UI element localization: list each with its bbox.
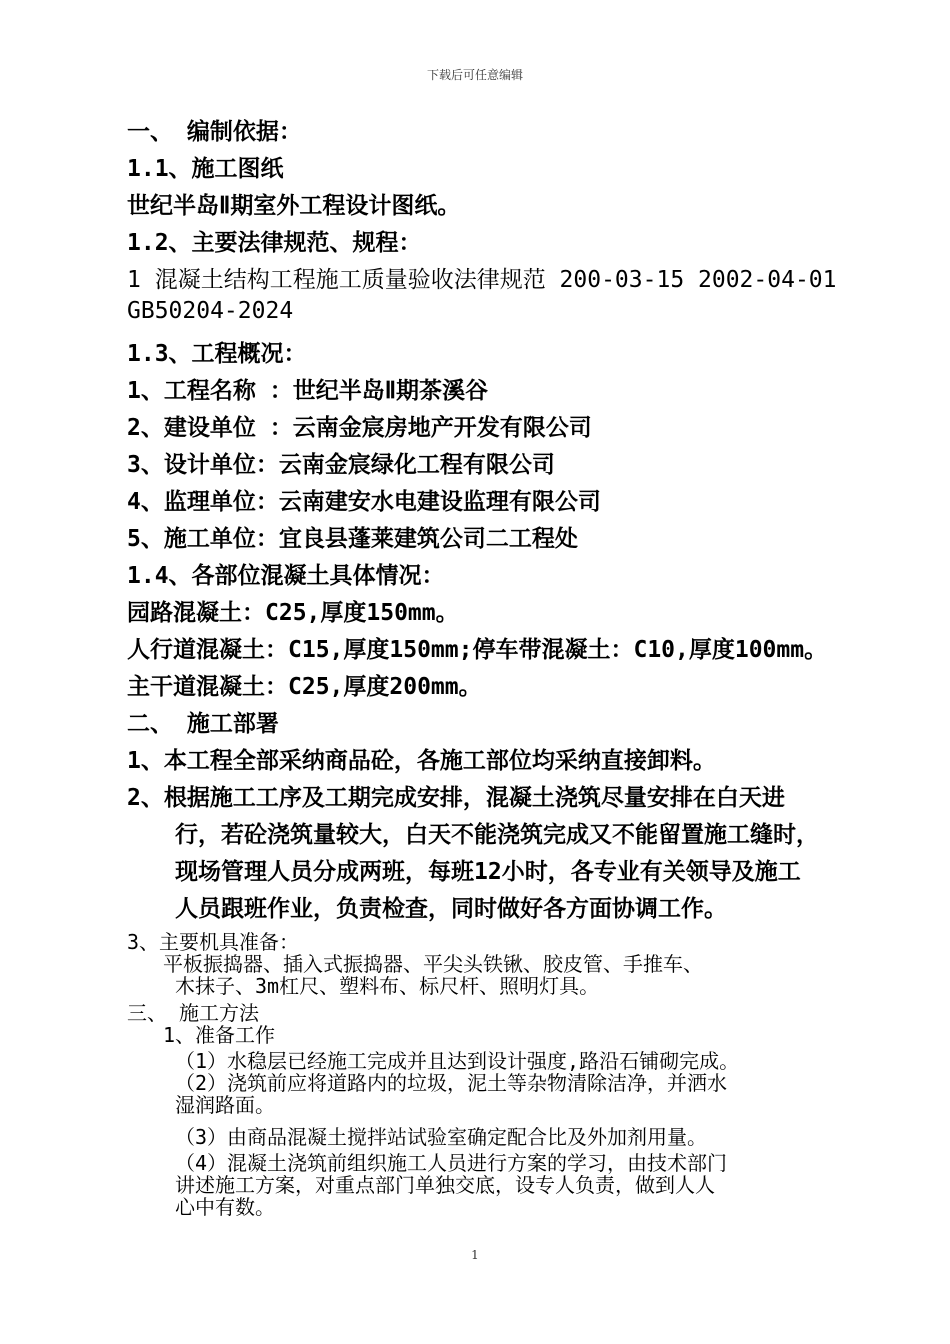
paragraph-line: 主干道混凝土：C25,厚度200mm。 <box>127 674 482 700</box>
paragraph-line: 园路混凝土：C25,厚度150mm。 <box>127 600 459 626</box>
list-item: 3、主要机具准备： <box>127 930 300 954</box>
list-item: 2、根据施工工序及工期完成安排，混凝土浇筑尽量安排在白天进 <box>127 785 785 811</box>
subsection-heading: 1.4、各部位混凝土具体情况： <box>127 563 445 589</box>
section-heading: 二、 施工部署 <box>127 711 279 737</box>
paragraph-line: GB50204-2024 <box>127 298 294 324</box>
list-item: 1、工程名称 ：世纪半岛Ⅱ期茶溪谷 <box>127 378 489 404</box>
list-item: （4）混凝土浇筑前组织施工人员进行方案的学习，由技术部门 <box>175 1151 728 1175</box>
subsection-heading: 1.1、施工图纸 <box>127 156 284 182</box>
list-item: 3、设计单位：云南金宸绿化工程有限公司 <box>127 452 555 478</box>
list-item: （1）水稳层已经施工完成并且达到设计强度,路沿石铺砌完成。 <box>175 1049 740 1073</box>
paragraph-line: 心中有数。 <box>175 1195 275 1219</box>
paragraph-line: 行，若砼浇筑量较大，白天不能浇筑完成又不能留置施工缝时， <box>175 822 819 848</box>
subsection-heading: 1、准备工作 <box>163 1023 276 1047</box>
list-item: 2、建设单位 ：云南金宸房地产开发有限公司 <box>127 415 592 441</box>
page-header: 下载后可任意编辑 <box>426 68 523 82</box>
paragraph-line: 讲述施工方案，对重点部门单独交底，设专人负责，做到人人 <box>175 1173 715 1197</box>
subsection-heading: 1.2、主要法律规范、规程： <box>127 230 422 256</box>
paragraph-line: 世纪半岛Ⅱ期室外工程设计图纸。 <box>127 193 461 219</box>
list-item: 4、监理单位：云南建安水电建设监理有限公司 <box>127 489 601 515</box>
section-heading: 三、 施工方法 <box>127 1001 260 1025</box>
paragraph-line: 人行道混凝土：C15,厚度150mm;停车带混凝土：C10,厚度100mm。 <box>127 637 828 663</box>
list-item: （3）由商品混凝土搅拌站试验室确定配合比及外加剂用量。 <box>175 1125 708 1149</box>
paragraph-line: 现场管理人员分成两班，每班12小时，各专业有关领导及施工 <box>175 859 801 885</box>
paragraph-line: 人员跟班作业，负责检查，同时做好各方面协调工作。 <box>175 896 727 922</box>
paragraph-line: 1 混凝土结构工程施工质量验收法律规范 200-03-15 2002-04-01 <box>127 267 837 293</box>
list-item: （2）浇筑前应将道路内的垃圾，泥土等杂物清除洁净，并洒水 <box>175 1071 728 1095</box>
paragraph-line: 木抹子、3m杠尺、塑料布、标尺杆、照明灯具。 <box>175 974 600 998</box>
paragraph-line: 湿润路面。 <box>175 1093 275 1117</box>
list-item: 1、本工程全部采纳商品砼，各施工部位均采纳直接卸料。 <box>127 748 716 774</box>
paragraph-line: 平板振捣器、插入式振捣器、平尖头铁锹、胶皮管、手推车、 <box>163 952 703 976</box>
page-number: 1 <box>471 1248 479 1262</box>
subsection-heading: 1.3、工程概况： <box>127 341 307 367</box>
list-item: 5、施工单位：宜良县蓬莱建筑公司二工程处 <box>127 526 578 552</box>
section-heading: 一、 编制依据： <box>127 119 302 145</box>
